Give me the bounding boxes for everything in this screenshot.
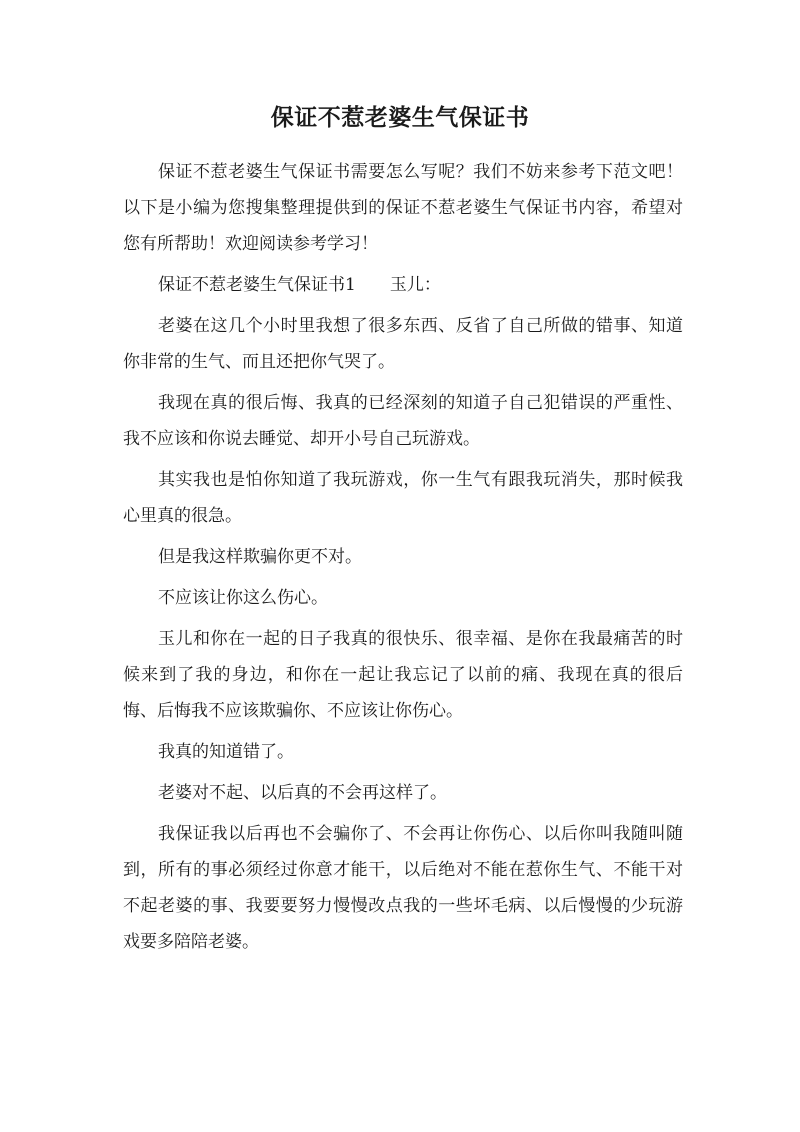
paragraph: 我保证我以后再也不会骗你了、不会再让你伤心、以后你叫我随叫随到，所有的事必须经过你意才能干，以后绝对不能在惹你生气、不能干对不起老婆的事、我要要努力慢慢改点我的一些坏毛病、以后慢慢的少玩游戏要多陪陪老婆。	[123, 824, 683, 952]
document-title: 保证不惹老婆生气保证书	[270, 104, 530, 131]
paragraph: 老婆在这几个小时里我想了很多东西、反省了自己所做的错事、知道你非常的生气、而且还把你气哭了。	[123, 316, 683, 372]
document-body	[123, 154, 683, 965]
paragraph: 老婆对不起、以后真的不会再这样了。	[158, 783, 447, 803]
paragraph: 玉儿和你在一起的日子我真的很快乐、很幸福、是你在我最痛苦的时候来到了我的身边，和你在一起让我忘记了以前的痛、我现在真的很后悔、后悔我不应该欺骗你、不应该让你伤心。	[123, 629, 683, 721]
paragraph: 保证不惹老婆生气保证书1 玉儿：	[158, 275, 441, 295]
paragraph: 其实我也是怕你知道了我玩游戏，你一生气有跟我玩消失，那时候我心里真的很急。	[123, 470, 683, 526]
paragraph: 保证不惹老婆生气保证书需要怎么写呢？我们不妨来参考下范文吧！以下是小编为您搜集整理提供到的保证不惹老婆生气保证书内容，希望对您有所帮助！欢迎阅读参考学习！	[123, 162, 683, 254]
paragraph: 我真的知道错了。	[158, 742, 294, 762]
paragraph: 不应该让你这么伤心。	[158, 588, 328, 608]
paragraph: 但是我这样欺骗你更不对。	[158, 547, 362, 567]
paragraph: 我现在真的很后悔、我真的已经深刻的知道子自己犯错误的严重性、我不应该和你说去睡觉、却开小号自己玩游戏。	[123, 393, 683, 449]
